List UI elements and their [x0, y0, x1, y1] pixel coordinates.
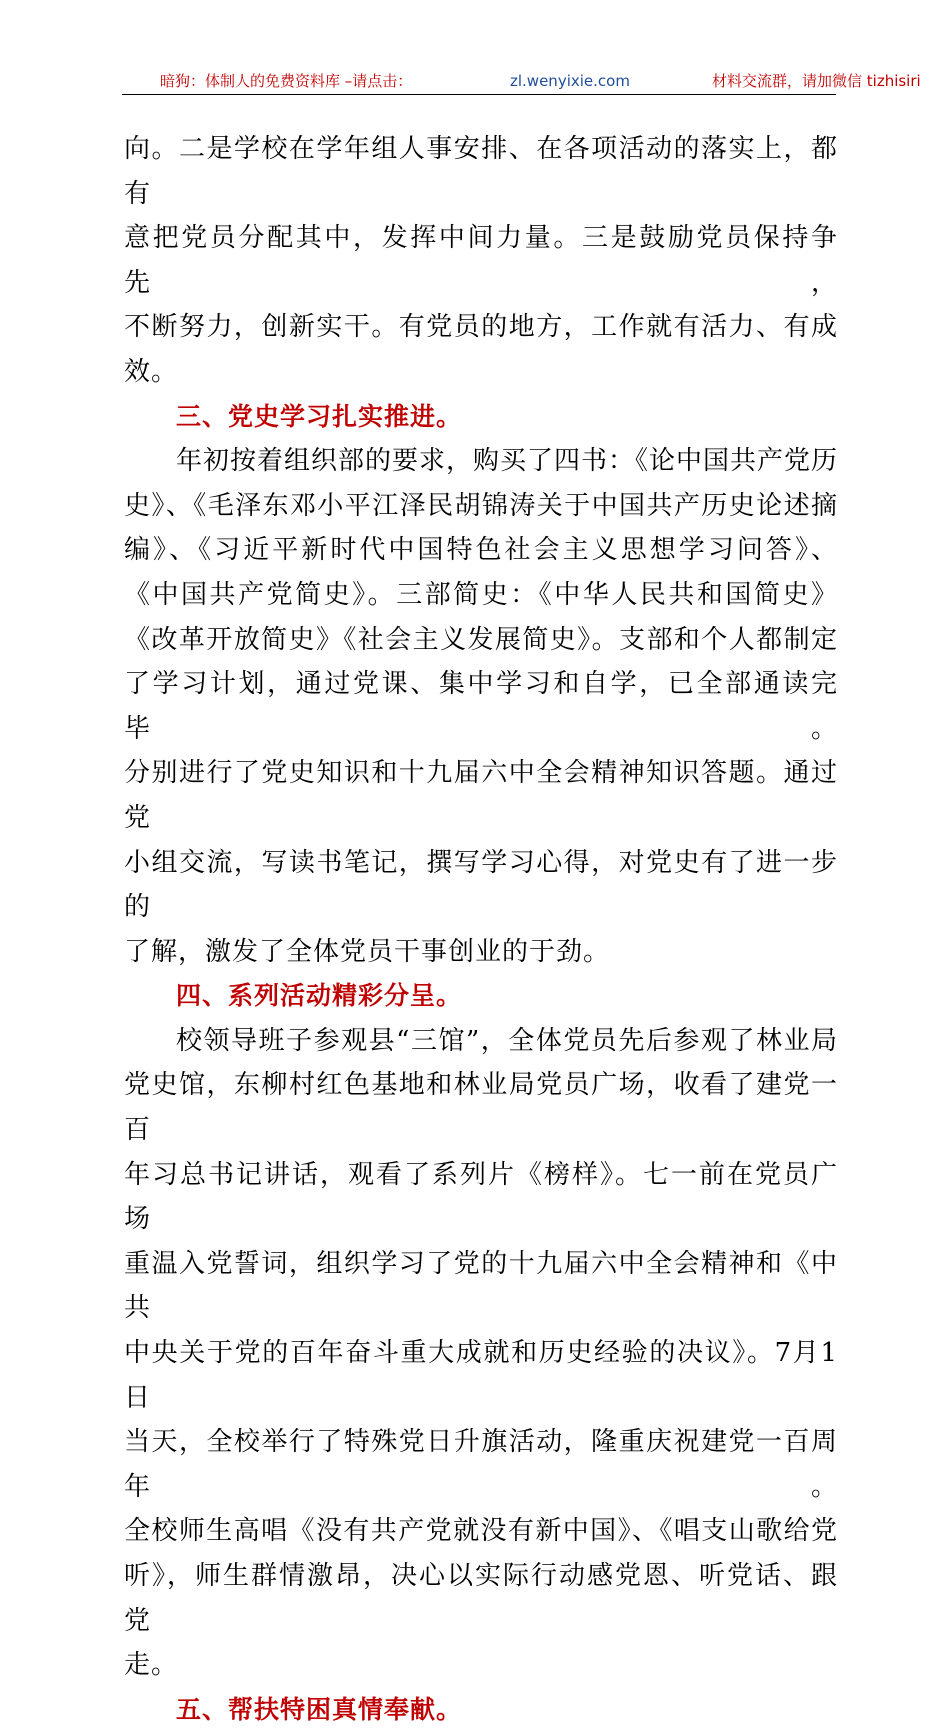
p2-line: 史》、《毛泽东邓小平江泽民胡锦涛关于中国共产历史论述摘 [124, 490, 838, 521]
p1-line: 向。二是学校在学年组人事安排、在各项活动的落实上，都有 [124, 134, 838, 209]
p3-line: 中央关于党的百年奋斗重大成就和历史经验的决议》。7月1日 [124, 1338, 838, 1413]
p2-line: 小组交流，写读书笔记，撰写学习心得，对党史有了进一步的 [124, 847, 838, 923]
p3-line: 重温入党誓词，组织学习了党的十九届六中全会精神和《中共 [124, 1248, 838, 1324]
p2-line: 《中国共产党简史》。三部简史：《中华人民共和国简史》 [124, 579, 838, 610]
header-left-text: 暗狗：体制人的免费资料库 –请点击： [160, 72, 413, 90]
p2-line: 编》、《习近平新时代中国特色社会主义思想学习问答》、 [124, 535, 838, 566]
header-right-text: 材料交流群，请加微信 tizhisiri [712, 72, 921, 90]
p3-line: 全校师生高唱《没有共产党就没有新中国》、《唱支山歌给党 [124, 1516, 838, 1547]
header-url-link[interactable]: zl.wenyixie.com [510, 72, 630, 90]
section-heading-5: 五、帮扶特困真情奉献。 [176, 1694, 463, 1724]
section-heading-3: 三、党史学习扎实推进。 [176, 401, 463, 431]
p1-line: 意把党员分配其中，发挥中间力量。三是鼓励党员保持争先， [124, 223, 838, 298]
document-body [124, 127, 838, 1732]
p2-line: 分别进行了党史知识和十九届六中全会精神知识答题。通过党 [124, 758, 838, 833]
p2-line: 了解，激发了全体党员干事创业的于劲。 [124, 936, 611, 967]
section-heading-4: 四、系列活动精彩分呈。 [176, 981, 463, 1011]
p2-line: 年初按着组织部的要求，购买了四书：《论中国共产党历 [176, 446, 839, 477]
p1-line: 不断努力，创新实干。有党员的地方，工作就有活力、有成效。 [124, 312, 838, 387]
p3-line: 走。 [124, 1650, 179, 1681]
p3-line: 校领导班子参观县“三馆”，全体党员先后参观了林业局 [176, 1025, 838, 1056]
p2-line: 《改革开放简史》《社会主义发展简史》。支部和个人都制定 [124, 624, 838, 655]
page-header [122, 66, 921, 95]
p3-line: 听》，师生群情激昂，决心以实际行动感党恩、听党话、跟党 [124, 1561, 838, 1636]
p3-line: 年习总书记讲话，观看了系列片《榜样》。七一前在党员广场 [124, 1159, 838, 1235]
p3-line: 党史馆，东柳村红色基地和林业局党员广场，收看了建党一百 [124, 1070, 838, 1146]
p3-line: 当天，全校举行了特殊党日升旗活动，隆重庆祝建党一百周年。 [124, 1427, 838, 1502]
p2-line: 了学习计划，通过党课、集中学习和自学，已全部通读完毕。 [124, 669, 838, 744]
